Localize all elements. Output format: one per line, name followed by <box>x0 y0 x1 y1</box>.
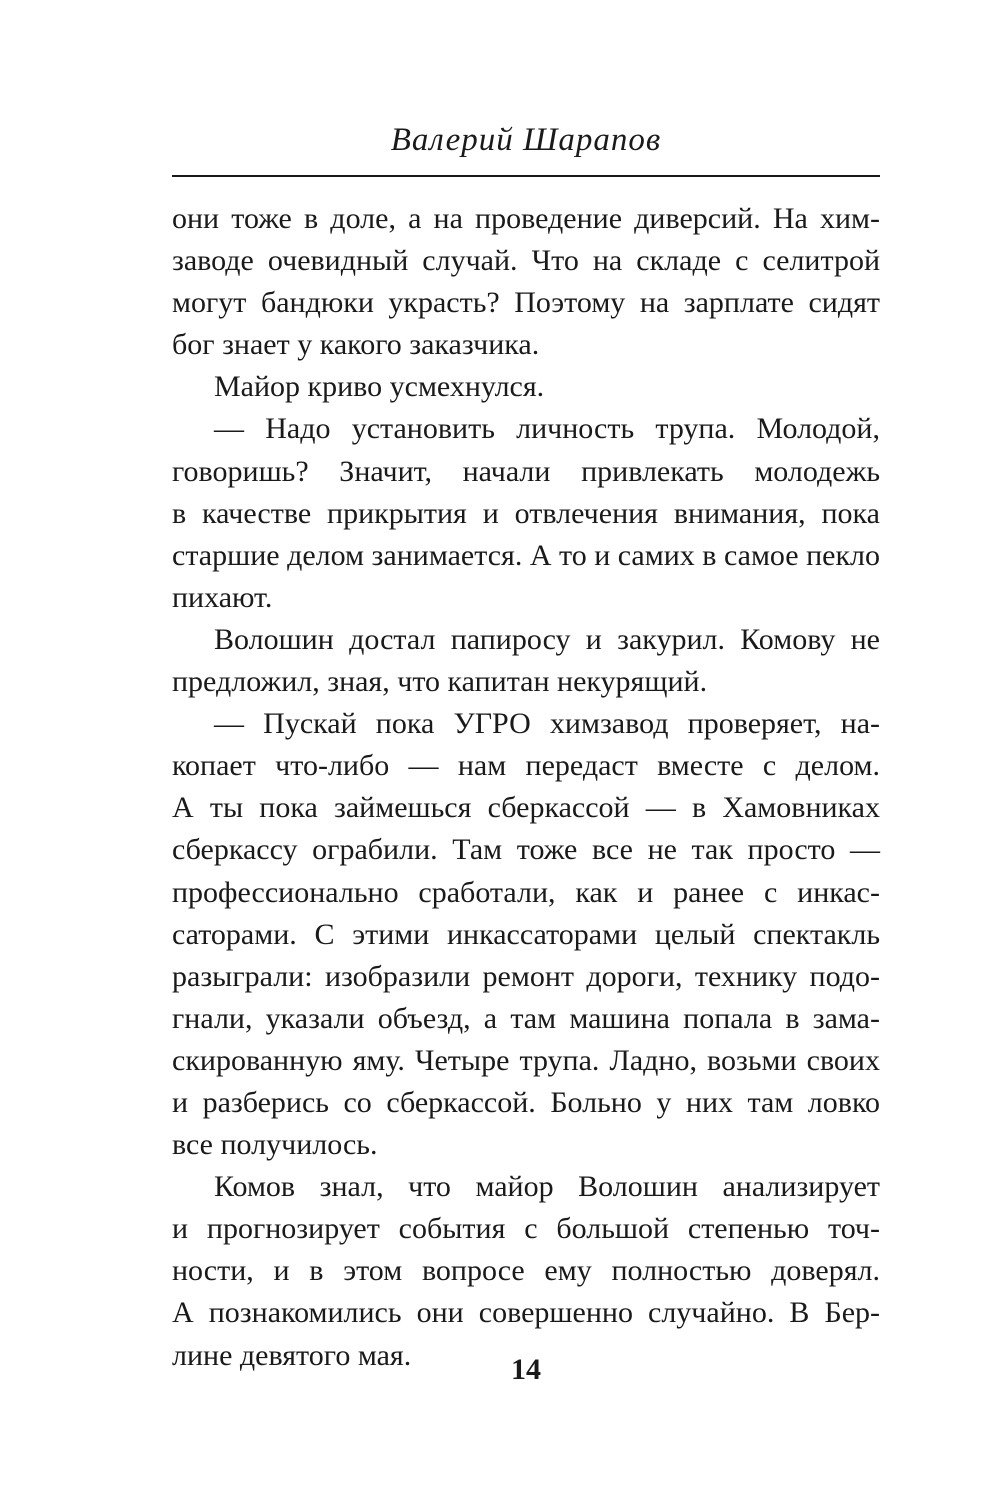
text-line: могут бандюки украсть? Поэтому на зарплате сидят <box>172 286 880 320</box>
text-line: бог знает у какого заказчика. <box>172 328 540 362</box>
text-line: копает что-либо — нам передаст вместе с делом. <box>172 749 880 783</box>
text-line: А ты пока займешься сберкассой — в Хамовниках <box>172 791 880 825</box>
text-line: — Надо установить личность трупа. Молодой, <box>214 412 880 446</box>
text-line: предложил, зная, что капитан некурящий. <box>172 665 708 699</box>
text-line: говоришь? Значит, начали привлекать молодежь <box>172 454 880 488</box>
text-line: в качестве прикрытия и отвлечения внимания, пока <box>172 496 880 530</box>
text-line: они тоже в доле, а на проведение диверсий. На хим- <box>172 202 880 235</box>
text-line: Волошин достал папиросу и закурил. Комову не <box>214 622 880 656</box>
text-line: разыграли: изобразили ремонт дороги, технику подо- <box>172 959 880 993</box>
text-line: ности, и в этом вопросе ему полностью доверял. <box>172 1254 880 1288</box>
text-line: лине девятого мая. <box>172 1338 412 1372</box>
text-line: и прогнозирует события с большой степенью точ- <box>172 1212 880 1246</box>
text-line: гнали, указали объезд, а там машина попала в зама- <box>172 1001 880 1035</box>
text-line: все получилось. <box>172 1128 378 1162</box>
text-line: — Пускай пока УГРО химзавод проверяет, на- <box>214 707 880 741</box>
body-text <box>172 198 880 1377</box>
text-line: старшие делом занимается. А то и самих в самое пекло <box>172 538 881 572</box>
text-line: и разберись со сберкассой. Больно у них там ловко <box>172 1085 880 1119</box>
text-line: Майор криво усмехнулся. <box>214 370 545 404</box>
text-line: заводе очевидный случай. Что на складе с селитрой <box>172 244 880 278</box>
text-line: сберкассу ограбили. Там тоже все не так просто — <box>172 833 880 867</box>
running-header-author: Валерий Шарапов <box>390 122 662 158</box>
text-line: скированную яму. Четыре трупа. Ладно, возьми своих <box>172 1043 880 1077</box>
text-line: Комов знал, что майор Волошин анализирует <box>214 1170 880 1204</box>
text-line: пихают. <box>172 580 273 614</box>
text-line: саторами. С этими инкассаторами целый спектакль <box>172 917 880 951</box>
text-line: профессионально сработали, как и ранее с инкас- <box>172 875 880 909</box>
header-rule <box>172 175 880 177</box>
page-number: 14 <box>511 1353 541 1386</box>
text-line: А познакомились они совершенно случайно. В Бер- <box>172 1296 880 1330</box>
